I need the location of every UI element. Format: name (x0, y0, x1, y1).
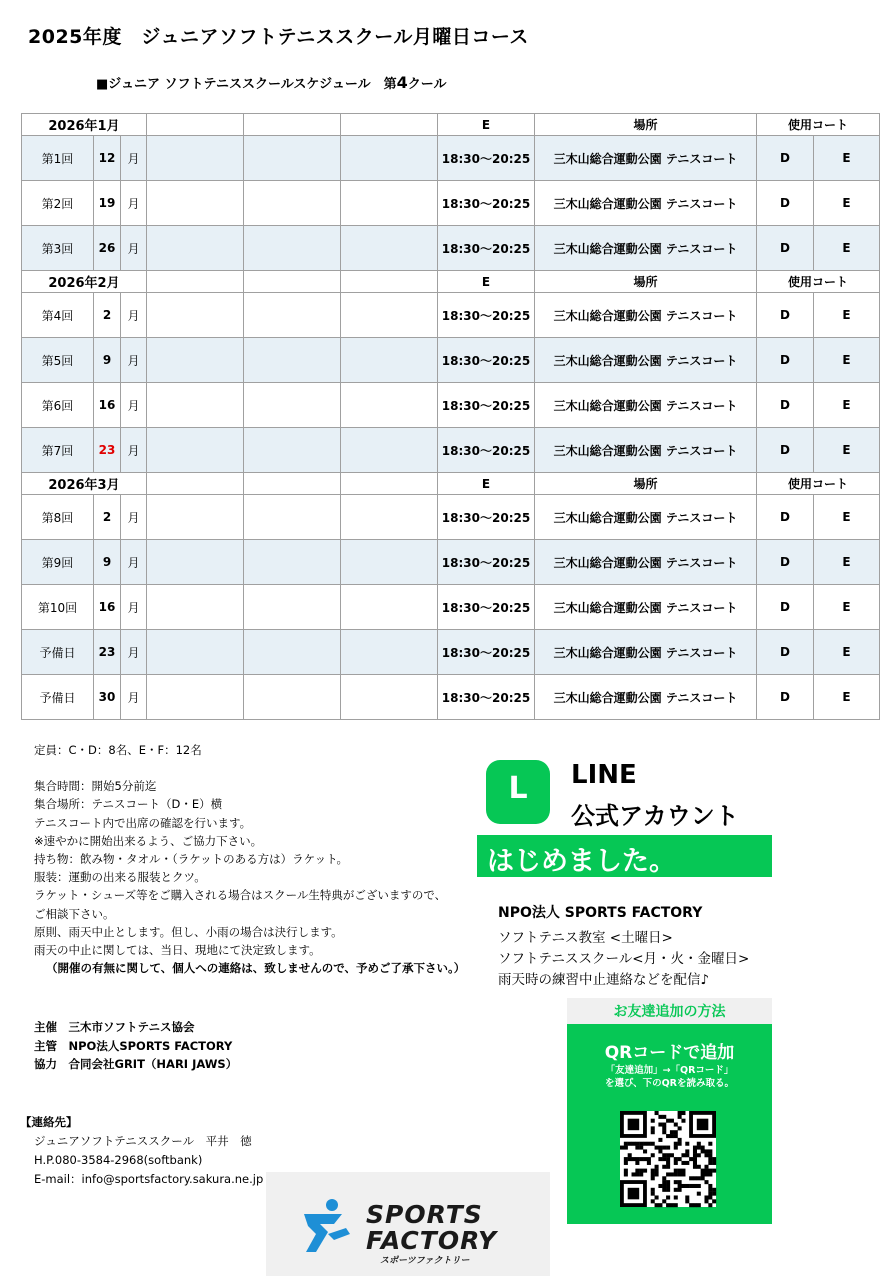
month-header-row (22, 114, 880, 136)
table-row (22, 428, 880, 473)
session-place: 三木山総合運動公園 テニスコート (535, 293, 757, 338)
notes-block (34, 741, 465, 977)
session-time: 18:30～20:25 (438, 495, 535, 540)
court-e: E (814, 428, 880, 473)
session-time: 18:30～20:25 (438, 428, 535, 473)
month-header-row (22, 473, 880, 495)
place-header: 場所 (535, 271, 757, 293)
blank-cell (244, 495, 341, 540)
group-header: E (438, 114, 535, 136)
blank-cell (341, 271, 438, 293)
blank-cell (244, 383, 341, 428)
session-day: 23 (94, 428, 121, 473)
session-weekday: 月 (121, 675, 147, 720)
table-row (22, 293, 880, 338)
session-weekday: 月 (121, 383, 147, 428)
blank-cell (244, 136, 341, 181)
qr-code-icon[interactable] (620, 1111, 716, 1207)
court-e: E (814, 181, 880, 226)
blank-cell (341, 675, 438, 720)
place-header: 場所 (535, 114, 757, 136)
subtitle-number: 4 (396, 73, 408, 92)
blank-cell (244, 675, 341, 720)
session-number: 予備日 (22, 630, 94, 675)
court-e: E (814, 540, 880, 585)
npo-description (498, 928, 749, 991)
session-number: 第10回 (22, 585, 94, 630)
session-day: 2 (94, 495, 121, 540)
qr-step-2: を選び、下のQRを読み取る。 (604, 1078, 734, 1089)
note-line: 服装：運動の出来る服装とクツ。 (34, 870, 206, 885)
session-place: 三木山総合運動公園 テニスコート (535, 540, 757, 585)
session-time: 18:30～20:25 (438, 675, 535, 720)
blank-cell (147, 428, 244, 473)
session-number: 予備日 (22, 675, 94, 720)
court-e: E (814, 136, 880, 181)
session-number: 第7回 (22, 428, 94, 473)
session-place: 三木山総合運動公園 テニスコート (535, 675, 757, 720)
blank-cell (341, 383, 438, 428)
blank-cell (244, 473, 341, 495)
blank-cell (147, 293, 244, 338)
table-row (22, 495, 880, 540)
session-day: 16 (94, 383, 121, 428)
blank-cell (147, 226, 244, 271)
table-row (22, 383, 880, 428)
court-d: D (757, 181, 814, 226)
court-header: 使用コート (757, 114, 880, 136)
blank-cell (147, 271, 244, 293)
court-d: D (757, 585, 814, 630)
month-label: 2026年2月 (22, 271, 147, 293)
blank-cell (244, 428, 341, 473)
subtitle-suffix: クール (407, 77, 447, 92)
blank-cell (244, 271, 341, 293)
blank-cell (147, 495, 244, 540)
page-title: 2025年度 ジュニアソフトテニススクール月曜日コース (28, 26, 529, 48)
organizer-block (34, 1018, 237, 1074)
court-e: E (814, 495, 880, 540)
session-time: 18:30～20:25 (438, 136, 535, 181)
session-number: 第3回 (22, 226, 94, 271)
blank-cell (147, 473, 244, 495)
session-number: 第6回 (22, 383, 94, 428)
session-day: 2 (94, 293, 121, 338)
session-place: 三木山総合運動公園 テニスコート (535, 495, 757, 540)
note-line: 原則、雨天中止とします。但し、小雨の場合は決行します。 (34, 924, 343, 939)
session-number: 第1回 (22, 136, 94, 181)
table-row (22, 675, 880, 720)
month-label: 2026年3月 (22, 473, 147, 495)
qr-title: QRコードで追加 (604, 1043, 735, 1063)
court-e: E (814, 675, 880, 720)
month-header-row (22, 271, 880, 293)
contact-block (20, 1113, 263, 1189)
blank-cell (244, 585, 341, 630)
court-d: D (757, 338, 814, 383)
blank-cell (147, 585, 244, 630)
no-contact-note: （開催の有無に関して、個人への連絡は、致しませんので、予めご了承下さい。） (46, 961, 466, 976)
blank-cell (147, 338, 244, 383)
blank-cell (244, 338, 341, 383)
month-label: 2026年1月 (22, 114, 147, 136)
line-started-text: はじめました。 (487, 846, 676, 877)
session-number: 第9回 (22, 540, 94, 585)
subtitle-text: ■ジュニア ソフトテニススクールスケジュール 第 (96, 77, 397, 92)
line-started-band (477, 835, 772, 877)
court-d: D (757, 136, 814, 181)
court-d: D (757, 495, 814, 540)
session-weekday: 月 (121, 338, 147, 383)
note-line: 持ち物：飲み物・タオル・（ラケットのある方は）ラケット。 (34, 852, 349, 867)
logo-text-kana: スポーツファクトリー (380, 1256, 470, 1266)
blank-cell (341, 630, 438, 675)
logo-text-sports: SPORTS (366, 1200, 483, 1229)
group-header: E (438, 271, 535, 293)
session-number: 第8回 (22, 495, 94, 540)
blank-cell (147, 383, 244, 428)
session-place: 三木山総合運動公園 テニスコート (535, 383, 757, 428)
logo-text-factory: FACTORY (366, 1226, 498, 1255)
session-number: 第5回 (22, 338, 94, 383)
session-number: 第2回 (22, 181, 94, 226)
blank-cell (244, 630, 341, 675)
place-header: 場所 (535, 473, 757, 495)
session-weekday: 月 (121, 630, 147, 675)
court-d: D (757, 226, 814, 271)
blank-cell (244, 293, 341, 338)
table-row (22, 181, 880, 226)
court-e: E (814, 585, 880, 630)
line-title: LINE (571, 760, 637, 790)
session-time: 18:30～20:25 (438, 630, 535, 675)
blank-cell (341, 136, 438, 181)
court-d: D (757, 293, 814, 338)
session-place: 三木山総合運動公園 テニスコート (535, 226, 757, 271)
session-place: 三木山総合運動公園 テニスコート (535, 630, 757, 675)
schedule-table (21, 113, 880, 720)
note-line: テニスコート内で出席の確認を行います。 (34, 815, 252, 830)
session-weekday: 月 (121, 226, 147, 271)
court-d: D (757, 630, 814, 675)
blank-cell (147, 630, 244, 675)
session-time: 18:30～20:25 (438, 181, 535, 226)
cooperation-line: 協力 合同会社GRIT（HARI JAWS） (34, 1057, 238, 1071)
session-weekday: 月 (121, 136, 147, 181)
blank-cell (341, 181, 438, 226)
court-e: E (814, 338, 880, 383)
qr-step-1: 「友達追加」→「QRコード」 (605, 1065, 734, 1076)
court-e: E (814, 226, 880, 271)
blank-cell (341, 293, 438, 338)
session-place: 三木山総合運動公園 テニスコート (535, 338, 757, 383)
table-row (22, 630, 880, 675)
blank-cell (244, 540, 341, 585)
npo-name: NPO法人 SPORTS FACTORY (498, 905, 703, 921)
session-day: 9 (94, 540, 121, 585)
table-row (22, 136, 880, 181)
note-line: ※速やかに開始出来るよう、ご協力下さい。 (34, 833, 263, 848)
note-line: 集合場所：テニスコート（D・E）横 (34, 797, 223, 812)
session-day: 30 (94, 675, 121, 720)
session-number: 第4回 (22, 293, 94, 338)
session-time: 18:30～20:25 (438, 226, 535, 271)
session-place: 三木山総合運動公園 テニスコート (535, 428, 757, 473)
blank-cell (244, 114, 341, 136)
line-logo-icon (486, 760, 550, 824)
blank-cell (147, 181, 244, 226)
session-day: 19 (94, 181, 121, 226)
court-e: E (814, 383, 880, 428)
note-line: ご相談下さい。 (34, 906, 115, 921)
line-logo-letter: L (508, 771, 528, 806)
session-day: 23 (94, 630, 121, 675)
blank-cell (147, 675, 244, 720)
court-header: 使用コート (757, 473, 880, 495)
court-d: D (757, 675, 814, 720)
blank-cell (341, 114, 438, 136)
blank-cell (147, 136, 244, 181)
blank-cell (341, 428, 438, 473)
court-e: E (814, 293, 880, 338)
session-day: 26 (94, 226, 121, 271)
contact-email[interactable]: E-mail：info@sportsfactory.sakura.ne.jp (34, 1172, 264, 1186)
session-time: 18:30～20:25 (438, 293, 535, 338)
session-time: 18:30～20:25 (438, 338, 535, 383)
capacity-note: 定員：C・D：8名、E・F：12名 (34, 743, 202, 757)
session-weekday: 月 (121, 495, 147, 540)
manager-line: 主管 NPO法人SPORTS FACTORY (34, 1038, 233, 1053)
session-day: 12 (94, 136, 121, 181)
schedule-subtitle (96, 73, 447, 92)
blank-cell (341, 585, 438, 630)
blank-cell (147, 114, 244, 136)
session-place: 三木山総合運動公園 テニスコート (535, 585, 757, 630)
session-time: 18:30～20:25 (438, 585, 535, 630)
court-header: 使用コート (757, 271, 880, 293)
session-weekday: 月 (121, 181, 147, 226)
blank-cell (341, 495, 438, 540)
session-day: 9 (94, 338, 121, 383)
npo-line-2: ソフトテニススクール<月・火・金曜日> (498, 951, 750, 967)
session-weekday: 月 (121, 293, 147, 338)
blank-cell (341, 226, 438, 271)
note-line: ラケット・シューズ等をご購入される場合はスクール生特典がございますので、 (34, 888, 447, 903)
blank-cell (341, 338, 438, 383)
table-row (22, 585, 880, 630)
blank-cell (244, 181, 341, 226)
session-place: 三木山総合運動公園 テニスコート (535, 181, 757, 226)
group-header: E (438, 473, 535, 495)
contact-heading: 【連絡先】 (20, 1115, 78, 1129)
session-day: 16 (94, 585, 121, 630)
note-line: 集合時間：開始5分前迄 (34, 779, 157, 794)
blank-cell (147, 540, 244, 585)
session-weekday: 月 (121, 540, 147, 585)
table-row (22, 540, 880, 585)
blank-cell (341, 473, 438, 495)
session-time: 18:30～20:25 (438, 383, 535, 428)
npo-line-3: 雨天時の練習中止連絡などを配信♪ (498, 972, 710, 988)
court-d: D (757, 428, 814, 473)
court-d: D (757, 383, 814, 428)
session-weekday: 月 (121, 585, 147, 630)
contact-phone: H.P.080-3584-2968(softbank) (34, 1153, 203, 1167)
friend-add-title: お友達追加の方法 (613, 1004, 726, 1020)
contact-name: ジュニアソフトテニススクール 平井 徳 (34, 1134, 252, 1148)
blank-cell (244, 226, 341, 271)
court-d: D (757, 540, 814, 585)
note-line: 雨天の中止に関しては、当日、現地にて決定致します。 (34, 943, 321, 958)
court-e: E (814, 630, 880, 675)
session-place: 三木山総合運動公園 テニスコート (535, 136, 757, 181)
blank-cell (341, 540, 438, 585)
session-weekday: 月 (121, 428, 147, 473)
session-time: 18:30～20:25 (438, 540, 535, 585)
qr-steps (567, 1064, 772, 1090)
host-line: 主催 三木市ソフトテニス協会 (34, 1020, 195, 1034)
npo-line-1: ソフトテニス教室 <土曜日> (498, 930, 673, 946)
runner-logo-icon (298, 1198, 354, 1258)
line-official-account: 公式アカウント (571, 802, 739, 830)
table-row (22, 226, 880, 271)
table-row (22, 338, 880, 383)
